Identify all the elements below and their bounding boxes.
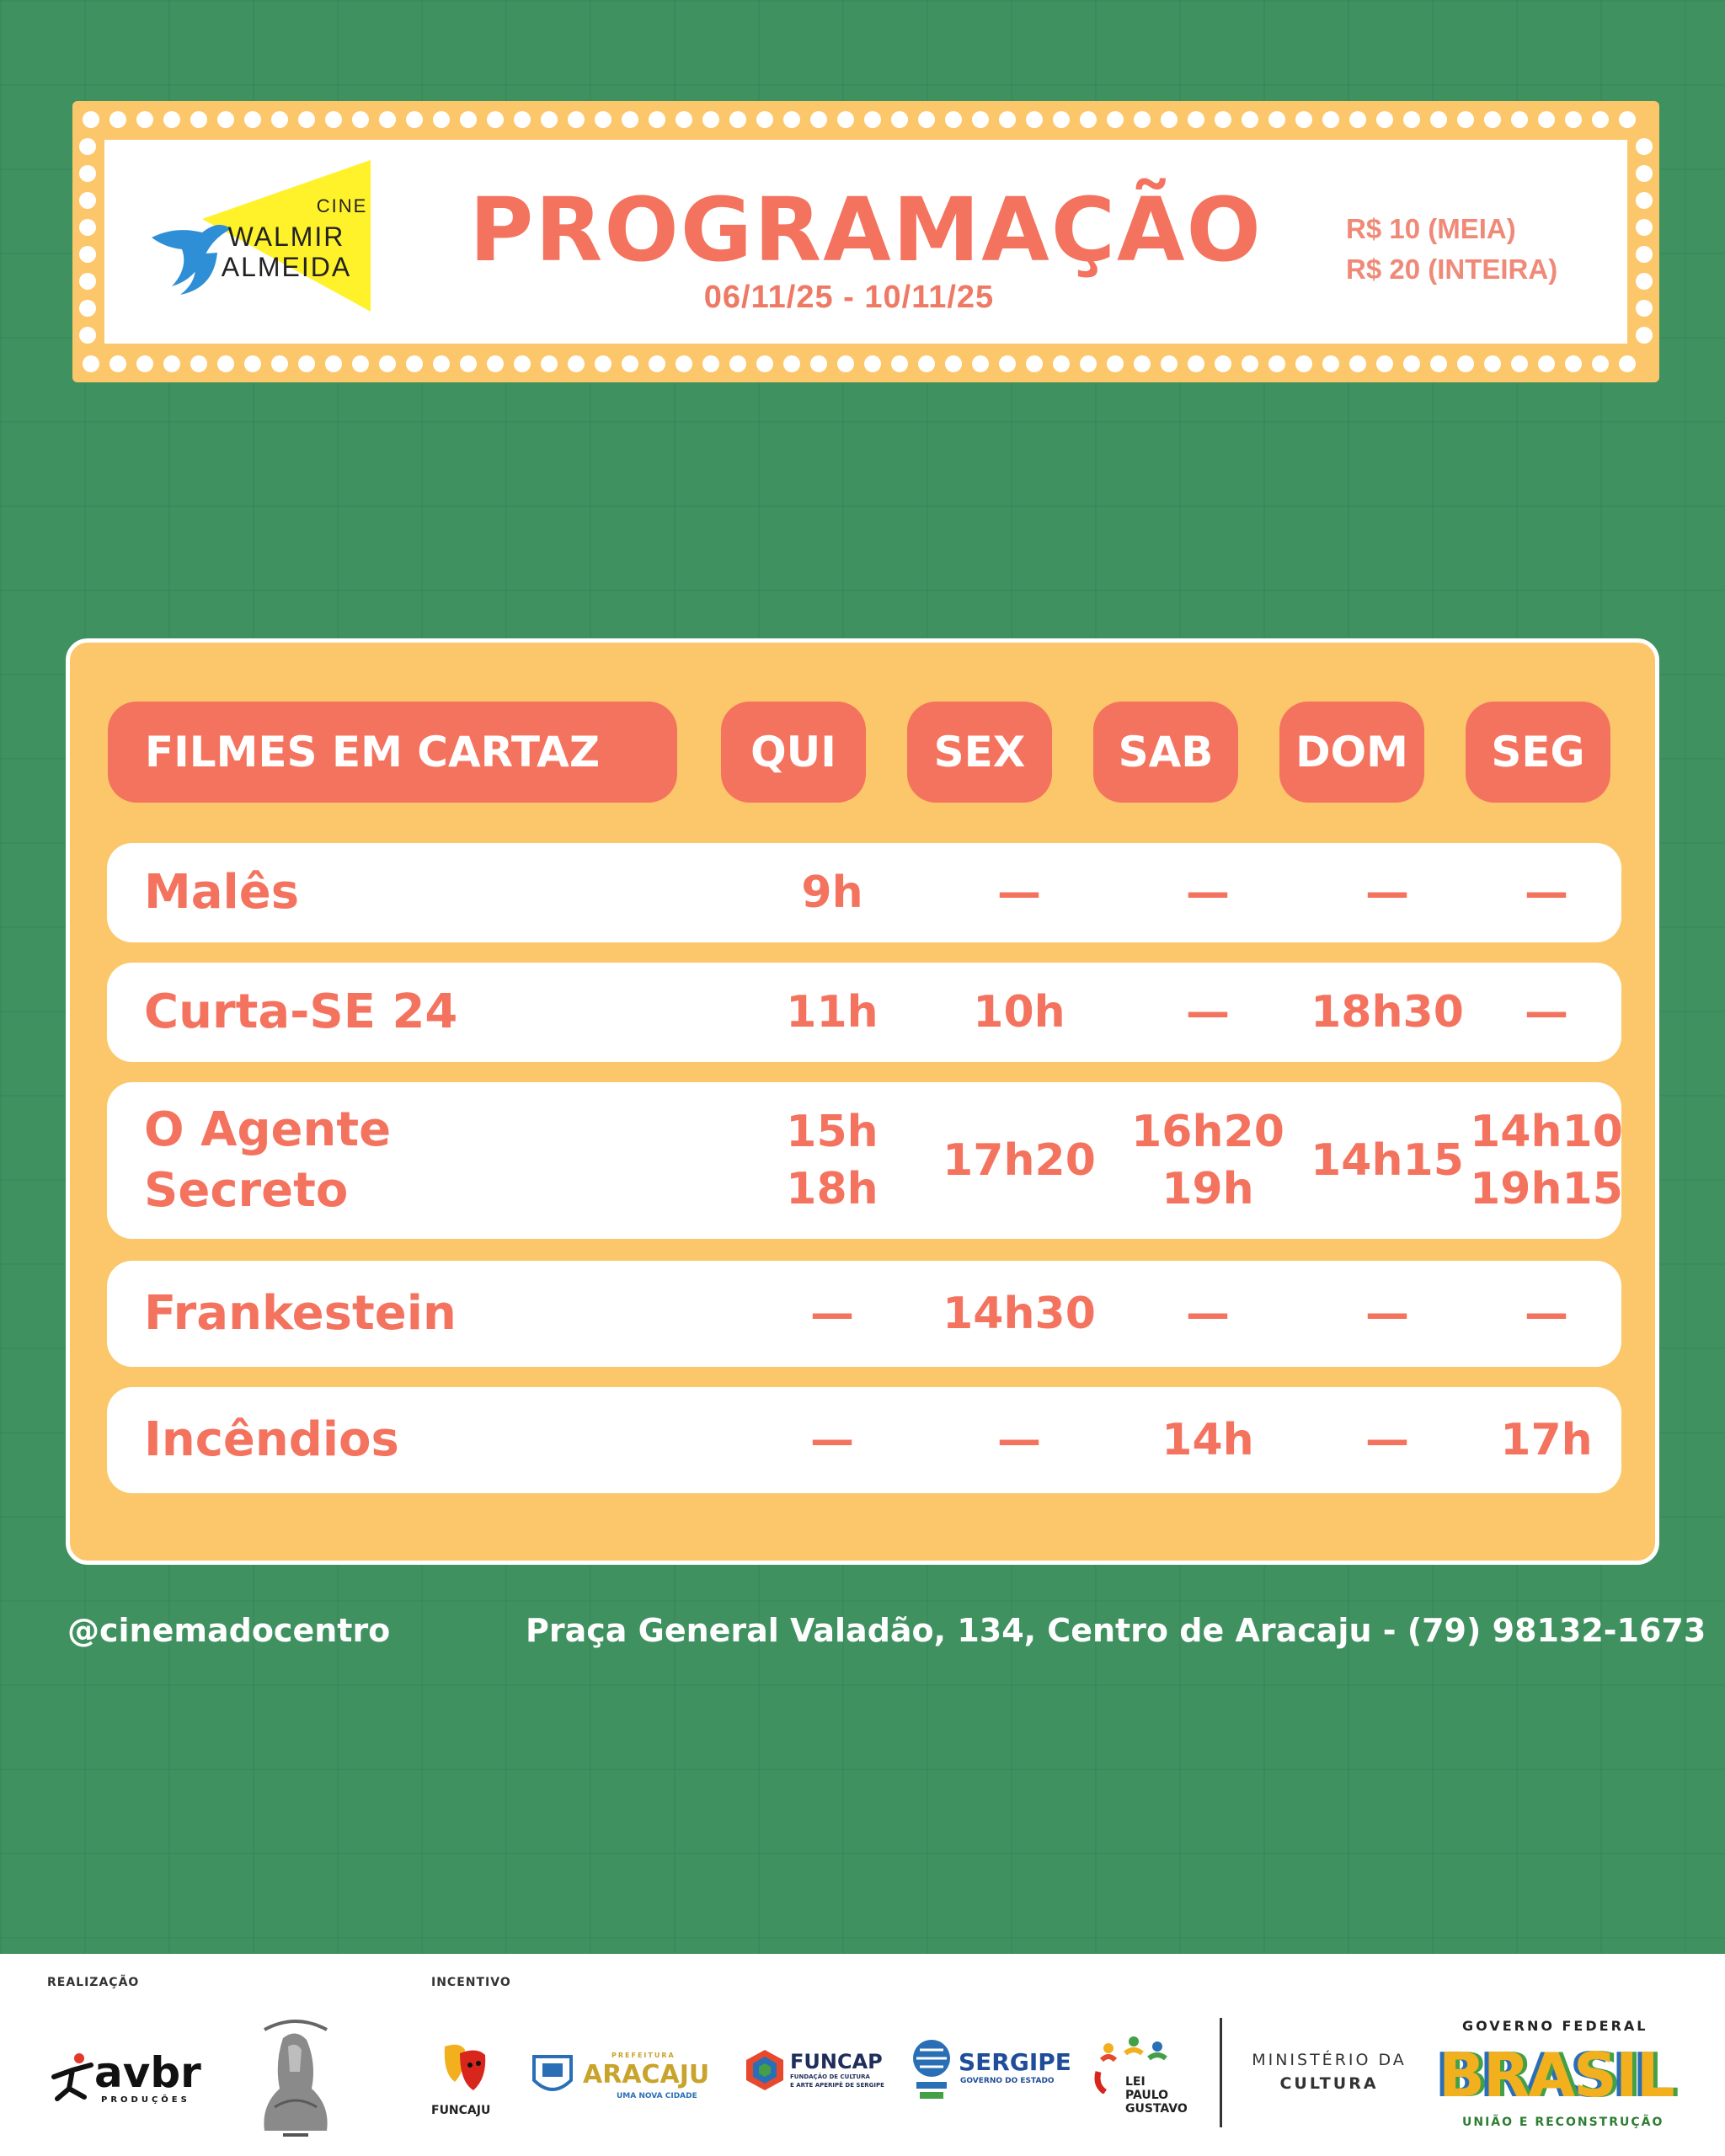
marquee-bulb (1484, 111, 1501, 128)
aracaju-top: PREFEITURA (611, 2052, 676, 2059)
marquee-bulb (702, 355, 719, 372)
marquee-bulb (1134, 355, 1151, 372)
film-title: Curta-SE 24 (144, 985, 458, 1039)
marquee-bulb (1322, 355, 1339, 372)
funcap-hexagon-icon (745, 2048, 785, 2092)
marquee-bulb (891, 355, 908, 372)
marquee-bulb (1511, 355, 1528, 372)
header-marquee (72, 101, 1659, 382)
showtime-qui: — (810, 1415, 854, 1465)
marquee-bulb (676, 355, 692, 372)
marquee-bulb (1538, 355, 1555, 372)
marquee-bulb (433, 111, 450, 128)
statue-emblem-icon (249, 2013, 342, 2139)
marquee-bulb (325, 111, 342, 128)
marquee-bulb (109, 355, 126, 372)
marquee-bulb (379, 355, 396, 372)
marquee-bulb (325, 355, 342, 372)
marquee-bulb (1107, 111, 1124, 128)
showtime-seg: — (1525, 1289, 1568, 1339)
day-header-dom: DOM (1279, 702, 1424, 803)
sergipe-emblem-icon (911, 2038, 952, 2104)
marquee-bulb (352, 355, 369, 372)
day-header-sab: SAB (1093, 702, 1238, 803)
marquee-bulb (1619, 355, 1636, 372)
lpg-text: LEI PAULO GUSTAVO (1125, 2075, 1188, 2116)
marquee-bulb (622, 355, 638, 372)
marquee-bulb (1457, 355, 1474, 372)
showtime-sex: 14h30 (943, 1289, 1096, 1339)
funcap-sub1: FUNDAÇÃO DE CULTURA (790, 2073, 870, 2080)
film-title: O Agente Secreto (144, 1102, 392, 1218)
marquee-bulb (810, 355, 827, 372)
showtime-sex: 10h (973, 987, 1065, 1038)
marquee-bulb (1636, 327, 1653, 344)
film-title: Frankestein (144, 1286, 457, 1341)
marquee-bulb (864, 355, 881, 372)
theater-masks-icon (440, 2041, 490, 2095)
logo-text-cine: CINE (316, 195, 368, 216)
avbr-sub: PRODUÇÕES (101, 2095, 190, 2105)
marquee-bulb (1430, 111, 1447, 128)
marquee-bulb (433, 355, 450, 372)
social-handle[interactable]: @cinemadocentro (67, 1612, 391, 1649)
showtime-sex: 17h20 (943, 1135, 1096, 1186)
showtime-dom: — (1365, 867, 1409, 918)
showtime-qui: — (810, 1289, 854, 1339)
marquee-bulb (1268, 355, 1285, 372)
marquee-bulb (999, 355, 1016, 372)
marquee-bulb (756, 355, 773, 372)
marquee-bulb (1322, 111, 1339, 128)
funcap-sub2: E ARTE APERIPÊ DE SERGIPE (790, 2082, 884, 2089)
marquee-bulb (1188, 355, 1204, 372)
showtime-sab: 16h20 19h (1131, 1107, 1284, 1214)
marquee-bulb (298, 355, 315, 372)
aracaju-logo (531, 2052, 708, 2119)
marquee-bulb (945, 111, 962, 128)
marquee-bulb (163, 355, 180, 372)
marquee-bulb (1592, 355, 1609, 372)
showtime-sex: — (997, 1415, 1041, 1465)
funcap-name: FUNCAP (790, 2050, 883, 2073)
showtime-sab: — (1186, 987, 1230, 1038)
funcaju-logo (431, 2041, 499, 2126)
marquee-bulb (460, 111, 477, 128)
showtime-sab: 14h (1162, 1415, 1254, 1465)
marquee-bulb (1457, 111, 1474, 128)
film-title: Malês (144, 865, 300, 920)
marquee-bulb (1026, 355, 1043, 372)
marquee-bulb (918, 355, 935, 372)
marquee-bulb (676, 111, 692, 128)
marquee-bulb (271, 355, 288, 372)
showtime-qui: 11h (786, 987, 879, 1038)
avbr-figure-icon (51, 2052, 98, 2102)
marquee-bulb (702, 111, 719, 128)
aracaju-sub: UMA NOVA CIDADE (617, 2092, 697, 2100)
marquee-bulb (1053, 111, 1070, 128)
film-title: Incêndios (144, 1412, 399, 1467)
marquee-bulb (972, 111, 989, 128)
marquee-bulb (487, 355, 504, 372)
marquee-bulb (514, 355, 531, 372)
marquee-bulb (217, 111, 234, 128)
marquee-bulb (729, 355, 746, 372)
lei-paulo-gustavo-logo (1092, 2035, 1201, 2127)
marquee-bulb (972, 355, 989, 372)
sponsors-divider (1220, 2018, 1222, 2127)
marquee-bulb (136, 355, 153, 372)
marquee-bulb (568, 111, 585, 128)
marquee-bulb (271, 111, 288, 128)
marquee-bulb (244, 355, 261, 372)
marquee-bulb (1107, 355, 1124, 372)
marquee-bulb (622, 111, 638, 128)
marquee-bulb (999, 111, 1016, 128)
address-phone: Praça General Valadão, 134, Centro de Aracaju - (79) 98132-1673 (526, 1612, 1706, 1649)
marquee-bulb (810, 111, 827, 128)
marquee-bulb (1538, 111, 1555, 128)
marquee-bulb (783, 355, 800, 372)
logo-text-walmir: WALMIR (227, 221, 345, 252)
marquee-bulb (1403, 111, 1420, 128)
marquee-bulb (1188, 111, 1204, 128)
marquee-bulb (541, 355, 558, 372)
marquee-bulb (136, 111, 153, 128)
avbr-name: avbr (94, 2048, 201, 2097)
showtime-sab: — (1186, 1289, 1230, 1339)
films-heading: FILMES EM CARTAZ (108, 702, 677, 803)
marquee-bulb (1242, 355, 1258, 372)
showtime-dom: — (1365, 1289, 1409, 1339)
governo-sub: UNIÃO E RECONSTRUÇÃO (1462, 2116, 1664, 2129)
marquee-bulb (756, 111, 773, 128)
aracaju-name: ARACAJU (583, 2060, 710, 2089)
funcaju-name: FUNCAJU (431, 2104, 491, 2117)
ministerio-cultura: MINISTÉRIO DA CULTURA (1252, 2051, 1407, 2093)
logo-text-almeida: ALMEIDA (221, 252, 352, 282)
marquee-bulb (1565, 111, 1582, 128)
marquee-bulb (1215, 355, 1231, 372)
showtime-seg: 17h (1500, 1415, 1593, 1465)
day-header-seg: SEG (1466, 702, 1610, 803)
marquee-bulb (1053, 355, 1070, 372)
marquee-bulb (1430, 355, 1447, 372)
page-title: PROGRAMAÇÃO (469, 179, 1263, 281)
marquee-bulb (649, 111, 665, 128)
showtime-seg: — (1525, 867, 1568, 918)
marquee-bulb (864, 111, 881, 128)
marquee-bulb (109, 111, 126, 128)
marquee-bulb (595, 111, 611, 128)
marquee-bulb (1268, 111, 1285, 128)
marquee-bulb (190, 111, 207, 128)
marquee-bulb (1215, 111, 1231, 128)
ticket-prices (1346, 209, 1557, 290)
showtime-sab: — (1186, 867, 1230, 918)
marquee-bulb (1636, 138, 1653, 155)
price-half: R$ 10 (MEIA) (1346, 213, 1516, 244)
film-row-o-agente-secreto (107, 1082, 1621, 1239)
day-header-sex: SEX (907, 702, 1052, 803)
marquee-bulb (1026, 111, 1043, 128)
marquee-bulb (163, 111, 180, 128)
price-full: R$ 20 (INTEIRA) (1346, 253, 1558, 285)
marquee-bulb (1295, 355, 1312, 372)
marquee-bulb (837, 111, 854, 128)
marquee-bulb (190, 355, 207, 372)
showtime-dom: 14h15 (1311, 1135, 1464, 1186)
marquee-bulb (244, 111, 261, 128)
marquee-bulb (487, 111, 504, 128)
aracaju-crest-icon (531, 2052, 574, 2099)
marquee-bulb (79, 138, 96, 155)
marquee-bulb (1403, 355, 1420, 372)
marquee-bulb (837, 355, 854, 372)
showtime-seg: 14h10 19h15 (1470, 1107, 1623, 1214)
marquee-bulb (1376, 355, 1393, 372)
film-row-frankestein (107, 1261, 1621, 1367)
governo-top: GOVERNO FEDERAL (1462, 2018, 1648, 2034)
marquee-bulb (1565, 355, 1582, 372)
marquee-bulb (945, 355, 962, 372)
sponsors-strip (0, 1954, 1725, 2156)
marquee-bulb (1592, 111, 1609, 128)
marquee-bulb (460, 355, 477, 372)
marquee-bulb (1511, 111, 1528, 128)
showtime-dom: 18h30 (1311, 987, 1464, 1038)
marquee-bulb (918, 111, 935, 128)
marquee-bulb (1134, 111, 1151, 128)
marquee-bulb (1349, 355, 1366, 372)
marquee-bulb (568, 355, 585, 372)
marquee-bulb (1619, 111, 1636, 128)
governo-federal-logo (1439, 2018, 1680, 2136)
incentivo-label: INCENTIVO (431, 1976, 511, 1989)
marquee-bulb (406, 111, 423, 128)
marquee-bulb (83, 111, 99, 128)
date-range: 06/11/25 - 10/11/25 (703, 280, 995, 315)
marquee-bulb (891, 111, 908, 128)
film-row-curta-se (107, 963, 1621, 1062)
sergipe-sub: GOVERNO DO ESTADO (960, 2077, 1055, 2085)
marquee-bulb (514, 111, 531, 128)
marquee-bulb (1295, 111, 1312, 128)
film-row-males (107, 843, 1621, 942)
film-row-incendios (107, 1387, 1621, 1493)
avbr-logo (51, 2047, 211, 2114)
marquee-bulb (1161, 111, 1178, 128)
marquee-bulb (649, 355, 665, 372)
sergipe-logo (911, 2038, 1071, 2114)
showtime-dom: — (1365, 1415, 1409, 1465)
marquee-bulb (352, 111, 369, 128)
marquee-bulb (1080, 355, 1097, 372)
marquee-bulb (79, 327, 96, 344)
marquee-bulb (406, 355, 423, 372)
showtime-seg: — (1525, 987, 1568, 1038)
showtime-qui: 15h 18h (786, 1107, 879, 1214)
marquee-bulb (541, 111, 558, 128)
marquee-bulb (783, 111, 800, 128)
marquee-bulb (1080, 111, 1097, 128)
marquee-bulb (1161, 355, 1178, 372)
marquee-bulb (83, 355, 99, 372)
day-header-qui: QUI (721, 702, 866, 803)
sergipe-name: SERGIPE (959, 2048, 1071, 2076)
marquee-bulb (595, 355, 611, 372)
marquee-bulb (298, 111, 315, 128)
showtime-qui: 9h (801, 867, 863, 918)
marquee-bulb (1484, 355, 1501, 372)
schedule-board (66, 638, 1659, 1565)
funcap-logo (745, 2048, 913, 2107)
marquee-bulb (1349, 111, 1366, 128)
marquee-bulb (1242, 111, 1258, 128)
marquee-bulb (1376, 111, 1393, 128)
governo-brasil: BRASIL (1439, 2040, 1674, 2111)
showtime-sex: — (997, 867, 1041, 918)
marquee-bulb (729, 111, 746, 128)
marquee-bulb (217, 355, 234, 372)
marquee-bulb (379, 111, 396, 128)
realizacao-label: REALIZAÇÃO (47, 1976, 140, 1989)
